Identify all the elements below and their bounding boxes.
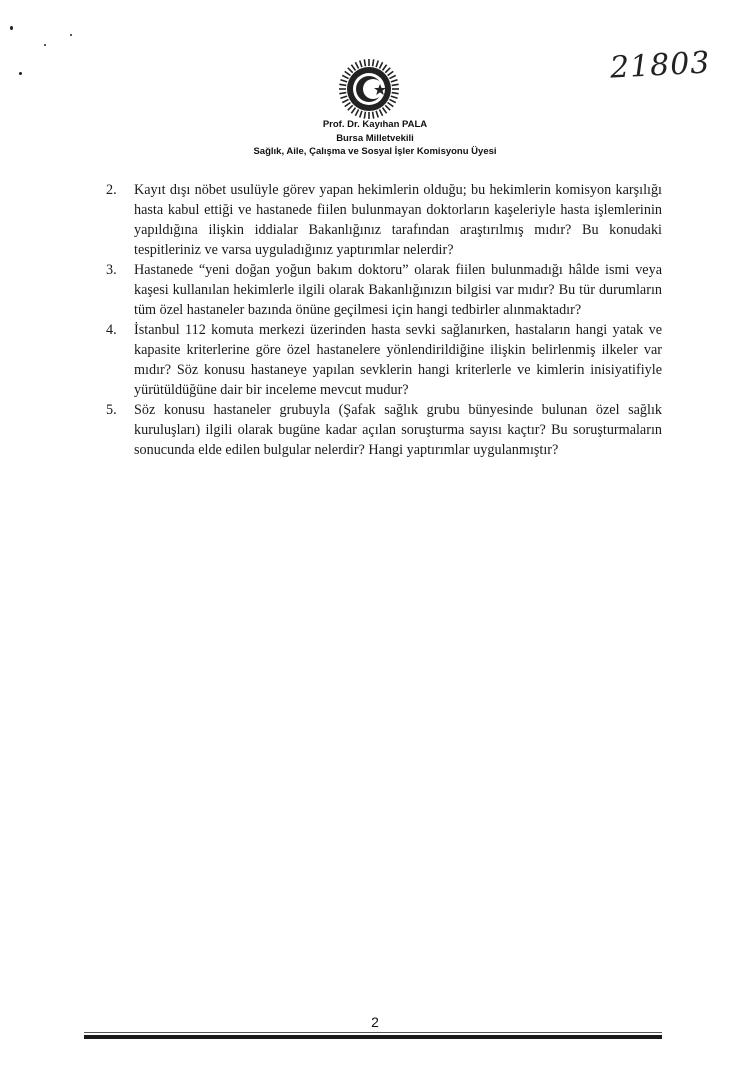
mp-name: Prof. Dr. Kayıhan PALA [322, 119, 428, 130]
question-number: 5. [106, 402, 117, 418]
question-item [106, 400, 662, 460]
question-item [106, 320, 662, 400]
scan-speck [70, 34, 72, 36]
question-text: İstanbul 112 komuta merkezi üzerinden hasta sevki sağlanırken, hastaların hangi yatak ve kapasite kriterlerine göre özel hastanelere yönlendirildiğine ilişkin belirlenmiş ilkeler var mıdır? Söz konusu hastaneye yapılan sevklerin hangi kriterlerle ve kimlerin inisiyatifiyle yürütüldüğüne dair bir inceleme mevcut mudur? [134, 322, 662, 398]
footer-divider-thin [84, 1032, 662, 1033]
question-text: Söz konusu hastaneler grubuyla (Şafak sağlık grubu bünyesinde bulunan özel sağlık kuruluşları) ilgili olarak bugüne kadar açılan soruşturma sayısı kaçtır? Bu soruşturmaların sonucunda elde edilen bulgular nelerdir? Hangi yaptırımlar uygulanmıştır? [134, 402, 662, 458]
tbmm-seal-icon [338, 58, 400, 120]
scan-speck [44, 44, 46, 46]
mp-role: Bursa Milletvekili [336, 132, 414, 144]
question-number: 3. [106, 262, 117, 278]
question-list [106, 180, 662, 460]
page-number: 2 [371, 1014, 379, 1030]
question-number: 2. [106, 182, 117, 198]
question-text: Hastanede “yeni doğan yoğun bakım doktoru” olarak fiilen bulunmadığı hâlde ismi veya kaşesi kullanılan hekimlerle ilgili olarak Bakanlığınızın bilgisi var mıdır? Bu tür durumların tüm özel hastaneler bazında önüne geçilmesi için hangi tedbirler alınmaktadır? [134, 262, 662, 318]
question-item [106, 180, 662, 260]
letterhead [0, 118, 750, 159]
handwritten-document-number: 21803 [608, 45, 711, 86]
question-text: Kayıt dışı nöbet usulüyle görev yapan hekimlerin olduğu; bu hekimlerin komisyon karşılığı hasta kabul ettiği ve hastanede fiilen bulunmayan doktorların kaşeleriyle hasta işlemlerinin yapıldığına ilişkin iddialar Bakanlığınız tarafından araştırılmış mıdır? Bu konudaki tespitleriniz ve varsa uyguladığınız yaptırımlar nelerdir? [134, 182, 662, 258]
scan-speck [19, 72, 22, 75]
scan-speck [10, 26, 13, 30]
footer-divider [84, 1035, 662, 1039]
question-number: 4. [106, 322, 117, 338]
committee-membership: Sağlık, Aile, Çalışma ve Sosyal İşler Komisyonu Üyesi [253, 146, 497, 157]
question-item [106, 260, 662, 320]
